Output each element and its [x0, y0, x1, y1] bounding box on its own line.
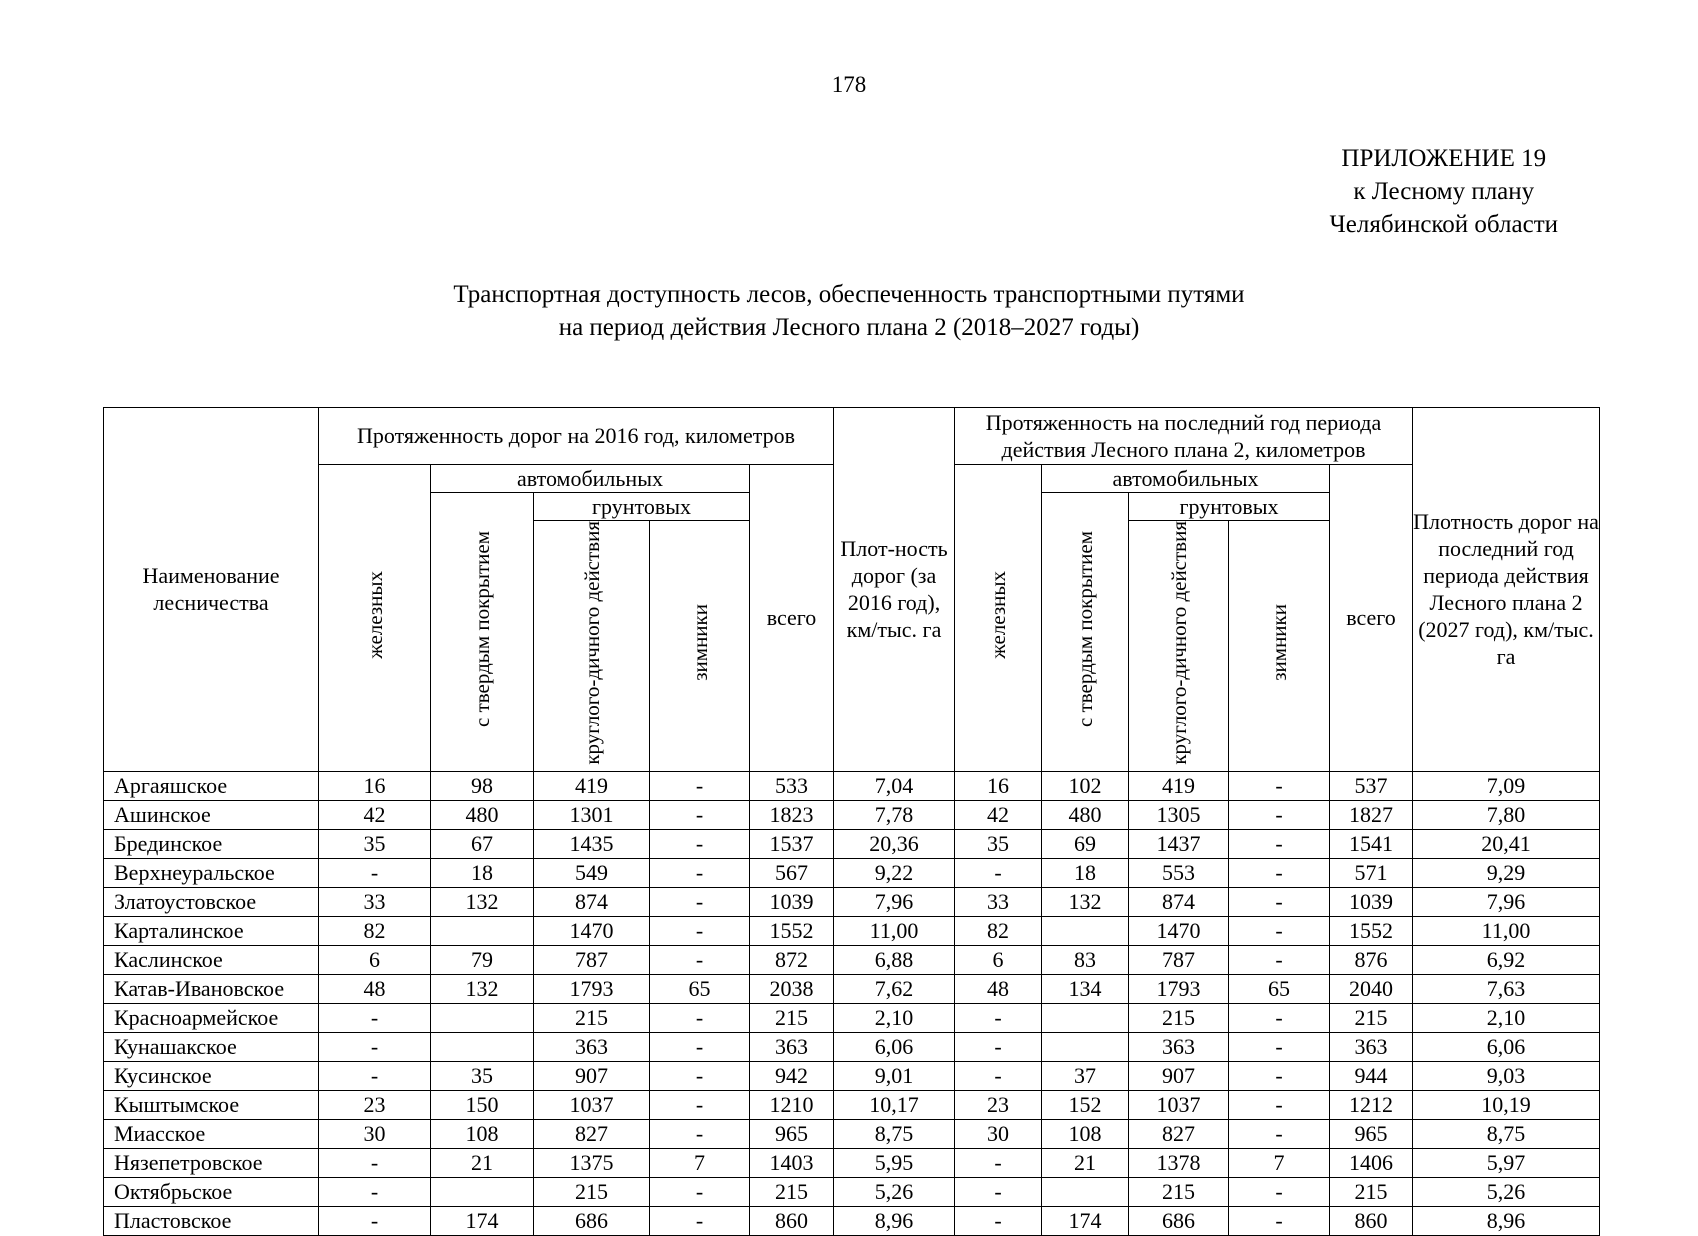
cell-total-2027: 1406: [1330, 1148, 1413, 1177]
cell-yearround-2027: 553: [1129, 858, 1229, 887]
cell-total-2027: 2040: [1330, 974, 1413, 1003]
cell-density-2027: 7,80: [1413, 800, 1600, 829]
cell-forestry-name: Златоустовское: [104, 887, 319, 916]
appendix-line-3: Челябинской области: [1329, 211, 1558, 238]
header-group-2027: Протяженность на последний год периода действия Лесного плана 2, километров: [955, 408, 1413, 465]
cell-total-2027: 1827: [1330, 800, 1413, 829]
header-rail-2016: железных: [319, 465, 431, 772]
cell-rail-2016: 48: [319, 974, 431, 1003]
cell-winter-2027: 7: [1229, 1148, 1330, 1177]
cell-winter-2027: -: [1229, 1061, 1330, 1090]
cell-density-2016: 9,22: [834, 858, 955, 887]
cell-paved-2027: 174: [1042, 1206, 1129, 1235]
cell-winter-2016: 7: [650, 1148, 750, 1177]
cell-yearround-2016: 1793: [534, 974, 650, 1003]
table-row: [104, 1090, 1600, 1119]
cell-winter-2016: -: [650, 1206, 750, 1235]
cell-rail-2016: 16: [319, 771, 431, 800]
table-row: [104, 858, 1600, 887]
cell-rail-2016: 33: [319, 887, 431, 916]
cell-winter-2027: -: [1229, 1003, 1330, 1032]
cell-total-2027: 215: [1330, 1003, 1413, 1032]
cell-forestry-name: Миасское: [104, 1119, 319, 1148]
cell-yearround-2016: 1037: [534, 1090, 650, 1119]
cell-yearround-2016: 1470: [534, 916, 650, 945]
cell-rail-2027: -: [955, 858, 1042, 887]
cell-total-2027: 965: [1330, 1119, 1413, 1148]
cell-density-2027: 7,96: [1413, 887, 1600, 916]
cell-total-2016: 215: [750, 1177, 834, 1206]
cell-yearround-2016: 215: [534, 1003, 650, 1032]
header-dirt-2027: грунтовых: [1129, 493, 1330, 521]
cell-winter-2016: -: [650, 771, 750, 800]
cell-yearround-2027: 1378: [1129, 1148, 1229, 1177]
header-total-2027: всего: [1330, 465, 1413, 772]
table-body: [104, 771, 1600, 1235]
cell-paved-2016: [431, 916, 534, 945]
cell-paved-2027: [1042, 1177, 1129, 1206]
cell-yearround-2016: 827: [534, 1119, 650, 1148]
cell-paved-2027: 134: [1042, 974, 1129, 1003]
cell-density-2027: 9,03: [1413, 1061, 1600, 1090]
cell-total-2027: 537: [1330, 771, 1413, 800]
cell-density-2027: 7,63: [1413, 974, 1600, 1003]
header-group-2016: Протяженность дорог на 2016 год, километров: [319, 408, 834, 465]
cell-winter-2016: -: [650, 800, 750, 829]
cell-total-2016: 1210: [750, 1090, 834, 1119]
cell-paved-2016: 98: [431, 771, 534, 800]
cell-total-2016: 1537: [750, 829, 834, 858]
cell-density-2016: 5,26: [834, 1177, 955, 1206]
cell-yearround-2027: 215: [1129, 1177, 1229, 1206]
cell-total-2027: 571: [1330, 858, 1413, 887]
cell-total-2016: 965: [750, 1119, 834, 1148]
cell-winter-2016: -: [650, 1032, 750, 1061]
cell-winter-2027: -: [1229, 771, 1330, 800]
title-line-2: на период действия Лесного плана 2 (2018–2027 годы): [558, 314, 1140, 341]
cell-density-2016: 5,95: [834, 1148, 955, 1177]
cell-yearround-2027: 419: [1129, 771, 1229, 800]
cell-paved-2016: 150: [431, 1090, 534, 1119]
cell-rail-2016: -: [319, 1003, 431, 1032]
cell-yearround-2016: 215: [534, 1177, 650, 1206]
cell-density-2027: 10,19: [1413, 1090, 1600, 1119]
cell-paved-2016: 35: [431, 1061, 534, 1090]
cell-density-2016: 7,62: [834, 974, 955, 1003]
cell-yearround-2027: 827: [1129, 1119, 1229, 1148]
header-yearround-2016: круглого-дичного действия: [534, 521, 650, 772]
cell-forestry-name: Кусинское: [104, 1061, 319, 1090]
cell-forestry-name: Каслинское: [104, 945, 319, 974]
cell-total-2016: 363: [750, 1032, 834, 1061]
cell-yearround-2027: 1793: [1129, 974, 1229, 1003]
appendix-line-1: ПРИЛОЖЕНИЕ 19: [1341, 145, 1547, 172]
cell-yearround-2016: 549: [534, 858, 650, 887]
cell-paved-2027: 21: [1042, 1148, 1129, 1177]
cell-winter-2027: 65: [1229, 974, 1330, 1003]
cell-total-2027: 215: [1330, 1177, 1413, 1206]
cell-paved-2016: [431, 1177, 534, 1206]
cell-density-2016: 9,01: [834, 1061, 955, 1090]
cell-rail-2016: -: [319, 1032, 431, 1061]
cell-density-2016: 8,75: [834, 1119, 955, 1148]
table-row: [104, 829, 1600, 858]
cell-total-2016: 1823: [750, 800, 834, 829]
cell-density-2016: 20,36: [834, 829, 955, 858]
cell-winter-2016: 65: [650, 974, 750, 1003]
cell-total-2027: 944: [1330, 1061, 1413, 1090]
table-row: [104, 916, 1600, 945]
cell-yearround-2016: 1301: [534, 800, 650, 829]
cell-yearround-2027: 1470: [1129, 916, 1229, 945]
appendix-line-2: к Лесному плану: [1353, 178, 1535, 205]
cell-rail-2016: -: [319, 1148, 431, 1177]
cell-paved-2027: 102: [1042, 771, 1129, 800]
cell-yearround-2027: 1437: [1129, 829, 1229, 858]
cell-yearround-2016: 363: [534, 1032, 650, 1061]
cell-winter-2016: -: [650, 1177, 750, 1206]
cell-winter-2016: -: [650, 1061, 750, 1090]
cell-yearround-2027: 686: [1129, 1206, 1229, 1235]
cell-total-2016: 567: [750, 858, 834, 887]
appendix-block: [1330, 142, 1558, 241]
cell-winter-2016: -: [650, 945, 750, 974]
cell-forestry-name: Кунашакское: [104, 1032, 319, 1061]
cell-total-2016: 942: [750, 1061, 834, 1090]
cell-density-2027: 5,97: [1413, 1148, 1600, 1177]
cell-paved-2027: 69: [1042, 829, 1129, 858]
cell-paved-2027: [1042, 916, 1129, 945]
header-total-2016: всего: [750, 465, 834, 772]
cell-paved-2016: [431, 1032, 534, 1061]
cell-rail-2027: 42: [955, 800, 1042, 829]
header-winter-2016: зимники: [650, 521, 750, 772]
cell-forestry-name: Кыштымское: [104, 1090, 319, 1119]
table-row: [104, 945, 1600, 974]
header-dirt-2016: грунтовых: [534, 493, 750, 521]
cell-rail-2016: 6: [319, 945, 431, 974]
document-title: [0, 278, 1698, 344]
cell-rail-2027: 30: [955, 1119, 1042, 1148]
table-row: [104, 887, 1600, 916]
header-paved-2027: с твердым покрытием: [1042, 493, 1129, 772]
cell-paved-2027: 132: [1042, 887, 1129, 916]
cell-total-2016: 872: [750, 945, 834, 974]
cell-rail-2027: 48: [955, 974, 1042, 1003]
cell-winter-2016: -: [650, 1119, 750, 1148]
cell-paved-2016: 132: [431, 887, 534, 916]
roads-table: [103, 407, 1600, 1236]
cell-rail-2016: 82: [319, 916, 431, 945]
cell-density-2027: 8,96: [1413, 1206, 1600, 1235]
header-paved-2016: с твердым покрытием: [431, 493, 534, 772]
cell-density-2016: 10,17: [834, 1090, 955, 1119]
cell-winter-2027: -: [1229, 858, 1330, 887]
cell-rail-2027: 23: [955, 1090, 1042, 1119]
header-winter-2027: зимники: [1229, 521, 1330, 772]
cell-paved-2016: 108: [431, 1119, 534, 1148]
cell-forestry-name: Катав-Ивановское: [104, 974, 319, 1003]
header-auto-2027: автомобильных: [1042, 465, 1330, 493]
cell-density-2027: 7,09: [1413, 771, 1600, 800]
table-row: [104, 974, 1600, 1003]
table-row: [104, 1148, 1600, 1177]
cell-rail-2016: 35: [319, 829, 431, 858]
cell-paved-2016: 132: [431, 974, 534, 1003]
table-row: [104, 771, 1600, 800]
cell-winter-2016: -: [650, 916, 750, 945]
cell-total-2027: 1552: [1330, 916, 1413, 945]
cell-winter-2027: -: [1229, 887, 1330, 916]
cell-yearround-2027: 787: [1129, 945, 1229, 974]
cell-forestry-name: Октябрьское: [104, 1177, 319, 1206]
cell-density-2027: 5,26: [1413, 1177, 1600, 1206]
cell-total-2027: 1541: [1330, 829, 1413, 858]
cell-density-2027: 6,92: [1413, 945, 1600, 974]
cell-rail-2027: 82: [955, 916, 1042, 945]
cell-yearround-2016: 787: [534, 945, 650, 974]
cell-yearround-2027: 874: [1129, 887, 1229, 916]
cell-rail-2016: -: [319, 1061, 431, 1090]
cell-winter-2027: -: [1229, 1119, 1330, 1148]
cell-rail-2016: -: [319, 858, 431, 887]
header-name: Наименование лесничества: [104, 408, 319, 772]
header-rail-2027: железных: [955, 465, 1042, 772]
cell-density-2016: 11,00: [834, 916, 955, 945]
header-density-2016: Плот-ность дорог (за 2016 год), км/тыс. га: [834, 408, 955, 772]
cell-paved-2027: 108: [1042, 1119, 1129, 1148]
cell-rail-2027: -: [955, 1061, 1042, 1090]
cell-density-2016: 8,96: [834, 1206, 955, 1235]
cell-winter-2027: -: [1229, 800, 1330, 829]
cell-paved-2027: 18: [1042, 858, 1129, 887]
cell-rail-2027: -: [955, 1032, 1042, 1061]
cell-winter-2016: -: [650, 1090, 750, 1119]
cell-paved-2016: 67: [431, 829, 534, 858]
cell-total-2027: 860: [1330, 1206, 1413, 1235]
cell-yearround-2016: 907: [534, 1061, 650, 1090]
table-row: [104, 1119, 1600, 1148]
cell-forestry-name: Нязепетровское: [104, 1148, 319, 1177]
cell-total-2016: 2038: [750, 974, 834, 1003]
cell-total-2016: 215: [750, 1003, 834, 1032]
cell-yearround-2027: 1037: [1129, 1090, 1229, 1119]
cell-winter-2016: -: [650, 887, 750, 916]
cell-winter-2027: -: [1229, 1177, 1330, 1206]
cell-paved-2027: 83: [1042, 945, 1129, 974]
cell-paved-2027: 37: [1042, 1061, 1129, 1090]
cell-winter-2027: -: [1229, 1032, 1330, 1061]
cell-paved-2016: 480: [431, 800, 534, 829]
cell-forestry-name: Верхнеуральское: [104, 858, 319, 887]
cell-winter-2027: -: [1229, 1090, 1330, 1119]
cell-winter-2016: -: [650, 858, 750, 887]
cell-winter-2027: -: [1229, 829, 1330, 858]
cell-paved-2016: 79: [431, 945, 534, 974]
cell-paved-2016: 21: [431, 1148, 534, 1177]
cell-forestry-name: Карталинское: [104, 916, 319, 945]
cell-rail-2027: -: [955, 1177, 1042, 1206]
cell-winter-2016: -: [650, 829, 750, 858]
cell-paved-2027: 480: [1042, 800, 1129, 829]
cell-rail-2027: -: [955, 1148, 1042, 1177]
cell-density-2027: 2,10: [1413, 1003, 1600, 1032]
header-auto-2016: автомобильных: [431, 465, 750, 493]
cell-density-2016: 7,04: [834, 771, 955, 800]
cell-yearround-2027: 1305: [1129, 800, 1229, 829]
cell-paved-2027: [1042, 1003, 1129, 1032]
cell-density-2027: 6,06: [1413, 1032, 1600, 1061]
cell-rail-2027: 16: [955, 771, 1042, 800]
cell-total-2027: 363: [1330, 1032, 1413, 1061]
cell-density-2016: 6,88: [834, 945, 955, 974]
cell-total-2016: 1403: [750, 1148, 834, 1177]
cell-paved-2016: [431, 1003, 534, 1032]
cell-total-2016: 860: [750, 1206, 834, 1235]
cell-rail-2016: -: [319, 1177, 431, 1206]
cell-total-2016: 533: [750, 771, 834, 800]
cell-total-2016: 1039: [750, 887, 834, 916]
page-number: 178: [831, 72, 867, 97]
cell-winter-2027: -: [1229, 1206, 1330, 1235]
table-row: [104, 1177, 1600, 1206]
cell-rail-2027: 35: [955, 829, 1042, 858]
cell-paved-2016: 174: [431, 1206, 534, 1235]
cell-total-2027: 876: [1330, 945, 1413, 974]
cell-total-2027: 1039: [1330, 887, 1413, 916]
cell-total-2016: 1552: [750, 916, 834, 945]
cell-density-2016: 7,96: [834, 887, 955, 916]
cell-forestry-name: Ашинское: [104, 800, 319, 829]
header-yearround-2027: круглого-дичного действия: [1129, 521, 1229, 772]
cell-yearround-2027: 215: [1129, 1003, 1229, 1032]
cell-paved-2016: 18: [431, 858, 534, 887]
cell-winter-2016: -: [650, 1003, 750, 1032]
title-line-1: Транспортная доступность лесов, обеспеченность транспортными путями: [453, 281, 1245, 308]
cell-rail-2016: -: [319, 1206, 431, 1235]
cell-density-2016: 2,10: [834, 1003, 955, 1032]
cell-forestry-name: Брединское: [104, 829, 319, 858]
cell-rail-2016: 23: [319, 1090, 431, 1119]
cell-yearround-2016: 686: [534, 1206, 650, 1235]
cell-rail-2016: 30: [319, 1119, 431, 1148]
cell-forestry-name: Пластовское: [104, 1206, 319, 1235]
cell-density-2016: 7,78: [834, 800, 955, 829]
cell-density-2027: 8,75: [1413, 1119, 1600, 1148]
cell-yearround-2027: 363: [1129, 1032, 1229, 1061]
table-row: [104, 1032, 1600, 1061]
cell-density-2027: 11,00: [1413, 916, 1600, 945]
cell-rail-2027: 6: [955, 945, 1042, 974]
cell-density-2027: 20,41: [1413, 829, 1600, 858]
header-density-2027: Плотность дорог на последний год периода действия Лесного плана 2 (2027 год), км/тыс. га: [1413, 408, 1600, 772]
cell-yearround-2027: 907: [1129, 1061, 1229, 1090]
cell-paved-2027: [1042, 1032, 1129, 1061]
cell-rail-2027: 33: [955, 887, 1042, 916]
table-row: [104, 1061, 1600, 1090]
cell-total-2027: 1212: [1330, 1090, 1413, 1119]
cell-rail-2027: -: [955, 1003, 1042, 1032]
table-row: [104, 800, 1600, 829]
table-row: [104, 1003, 1600, 1032]
cell-paved-2027: 152: [1042, 1090, 1129, 1119]
table-row: [104, 1206, 1600, 1235]
cell-rail-2027: -: [955, 1206, 1042, 1235]
cell-yearround-2016: 419: [534, 771, 650, 800]
cell-forestry-name: Красноармейское: [104, 1003, 319, 1032]
cell-yearround-2016: 874: [534, 887, 650, 916]
cell-winter-2027: -: [1229, 916, 1330, 945]
cell-yearround-2016: 1435: [534, 829, 650, 858]
cell-forestry-name: Аргаяшское: [104, 771, 319, 800]
cell-density-2027: 9,29: [1413, 858, 1600, 887]
cell-rail-2016: 42: [319, 800, 431, 829]
cell-yearround-2016: 1375: [534, 1148, 650, 1177]
cell-winter-2027: -: [1229, 945, 1330, 974]
cell-density-2016: 6,06: [834, 1032, 955, 1061]
